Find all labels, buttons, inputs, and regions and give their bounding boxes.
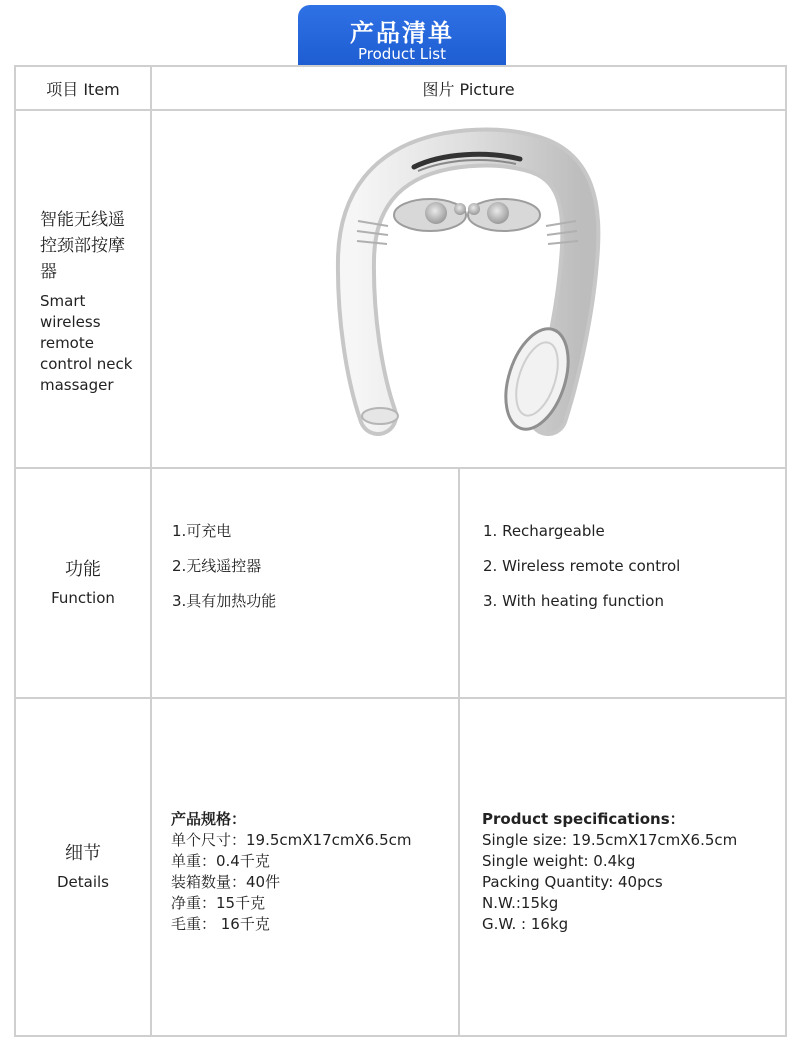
spec-line-en: N.W.:15kg <box>482 894 559 912</box>
function-zh-cell <box>150 467 460 699</box>
banner-title-zh: 产品清单 <box>350 19 454 47</box>
function-item-zh: 2.无线遥控器 <box>172 557 262 575</box>
details-label-en: Details <box>56 873 109 891</box>
product-list-banner <box>298 5 506 65</box>
product-name-en: Smart wireless remote control neck massager <box>40 292 133 394</box>
function-list-en <box>483 514 680 619</box>
spec-block-en <box>482 809 737 935</box>
spec-line-zh: 装箱数量：40件 <box>171 873 281 891</box>
header-item-label: 项目 Item <box>46 79 120 99</box>
spec-line-en: Single weight: 0.4kg <box>482 852 636 870</box>
function-list-zh <box>172 514 276 619</box>
banner-title-en: Product List <box>358 45 446 63</box>
header-picture-label: 图片 Picture <box>422 79 515 99</box>
product-picture-cell <box>150 109 787 469</box>
spec-line-en: G.W. : 16kg <box>482 915 569 933</box>
details-zh-cell <box>150 697 460 1037</box>
function-item-en: 3. With heating function <box>483 592 664 610</box>
spec-line-zh: 毛重： 16千克 <box>171 915 270 933</box>
function-item-en: 2. Wireless remote control <box>483 557 681 575</box>
product-name-zh: 智能无线遥控颈部按摩器 <box>40 210 125 282</box>
function-label-zh: 功能 <box>65 559 101 580</box>
product-name-cell <box>14 109 152 469</box>
spec-block-zh <box>171 809 411 935</box>
function-item-zh: 3.具有加热功能 <box>172 592 277 610</box>
spec-title-en: Product specifications： <box>482 810 685 828</box>
header-picture-cell <box>150 65 787 111</box>
spec-line-en: Single size: 19.5cmX17cmX6.5cm <box>482 831 738 849</box>
spec-line-zh: 单个尺寸：19.5cmX17cmX6.5cm <box>171 831 412 849</box>
function-item-zh: 1.可充电 <box>172 522 232 540</box>
details-en-cell <box>458 697 787 1037</box>
details-label-zh: 细节 <box>65 843 101 864</box>
function-label-cell <box>14 467 152 699</box>
spec-line-zh: 单重：0.4千克 <box>171 852 270 870</box>
function-en-cell <box>458 467 787 699</box>
function-item-en: 1. Rechargeable <box>483 522 605 540</box>
header-item-cell <box>14 65 152 111</box>
spec-line-en: Packing Quantity: 40pcs <box>482 873 663 891</box>
spec-title-zh: 产品规格： <box>171 810 247 828</box>
spec-line-zh: 净重：15千克 <box>171 894 266 912</box>
function-label-en: Function <box>51 589 115 607</box>
details-label-cell <box>14 697 152 1037</box>
neck-massager-image <box>152 111 785 467</box>
